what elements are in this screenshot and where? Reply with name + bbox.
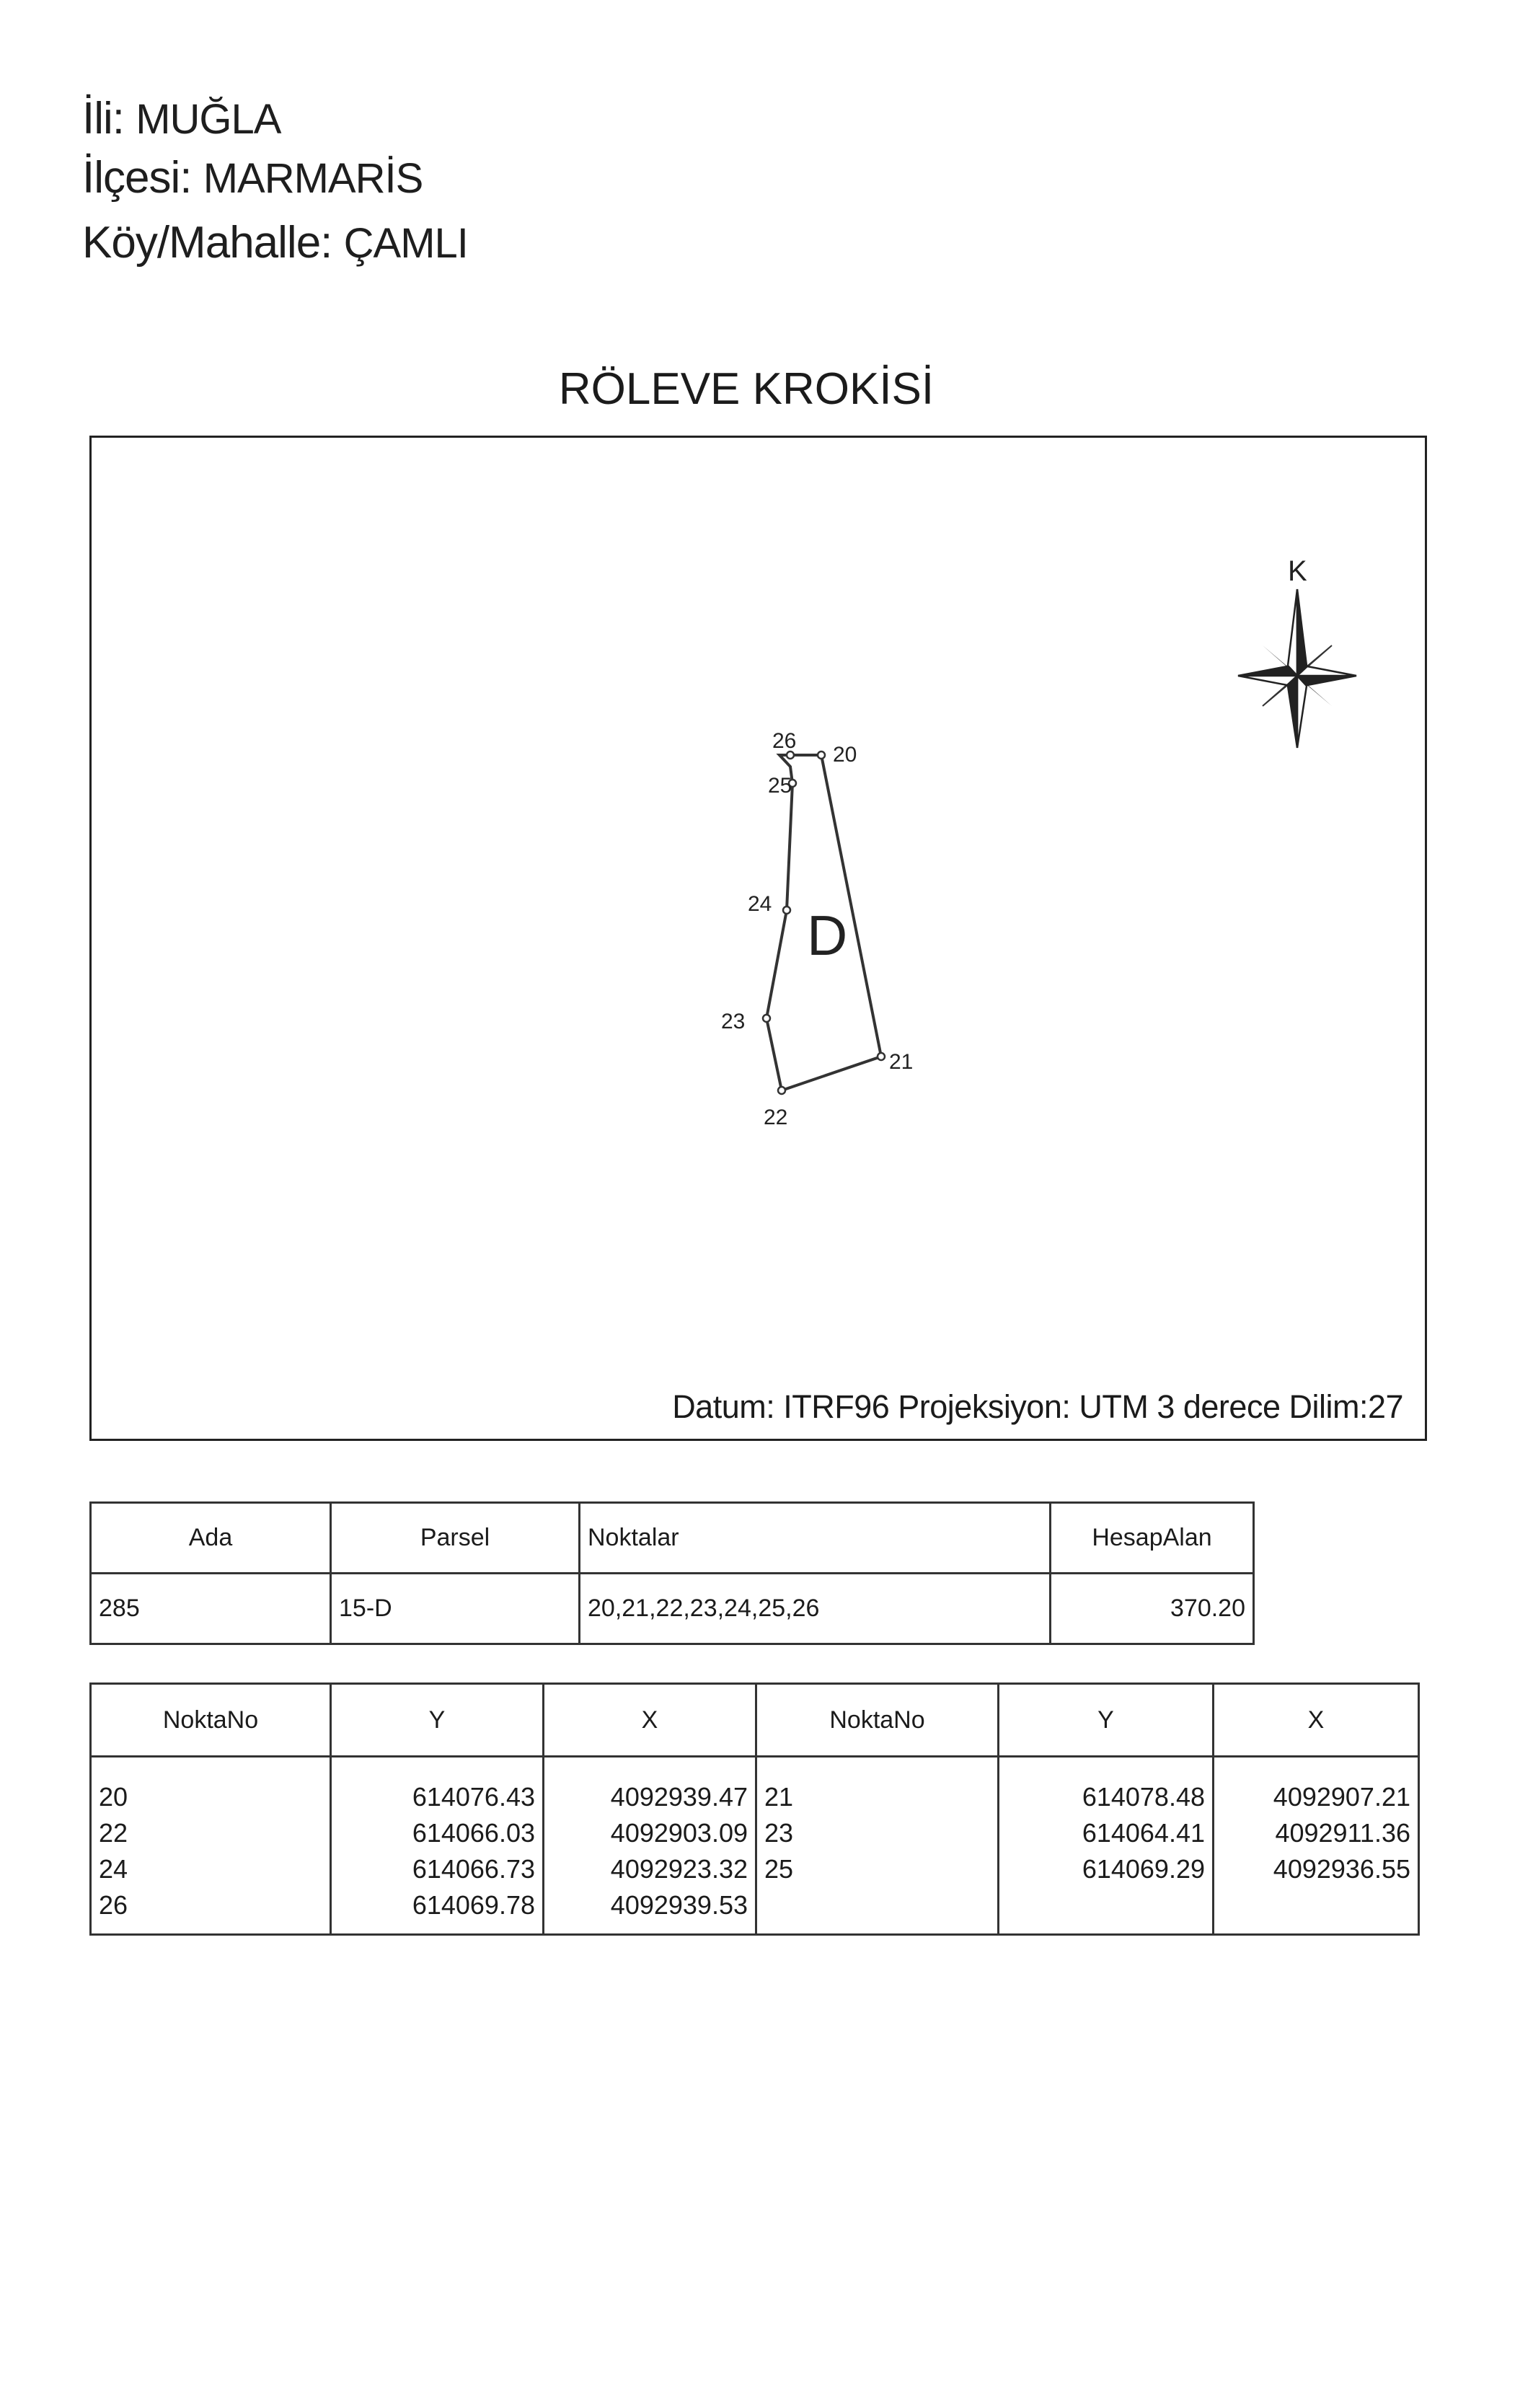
koy-label: Köy/Mahalle: — [82, 218, 332, 268]
cell-hesapalan: 370.20 — [1051, 1574, 1254, 1644]
ilce-label: İlçesi: — [82, 153, 192, 203]
ilce-value: MARMARİS — [203, 155, 423, 202]
cell-parsel: 15-D — [331, 1574, 580, 1644]
y-value: 614066.03 — [412, 1818, 535, 1848]
vertex-23 — [763, 1015, 770, 1022]
parcel-table-header — [91, 1503, 1254, 1574]
point-label-23: 23 — [721, 1010, 746, 1033]
y-value: 614078.48 — [1082, 1782, 1205, 1812]
x-value: 4092936.55 — [1273, 1854, 1410, 1884]
left-y-values — [331, 1757, 544, 1935]
point-no: 23 — [764, 1818, 794, 1848]
point-label-25: 25 — [768, 774, 792, 798]
right-y-values — [999, 1757, 1214, 1935]
point-label-22: 22 — [764, 1106, 788, 1129]
point-label-26: 26 — [772, 729, 797, 753]
survey-sketch — [89, 436, 1427, 1441]
x-value: 4092939.47 — [610, 1782, 748, 1812]
sketch-drawing — [92, 438, 1426, 1440]
y-value: 614069.78 — [412, 1890, 535, 1920]
header-noktalar: Noktalar — [580, 1503, 1051, 1574]
left-point-numbers — [91, 1757, 331, 1935]
vertex-22 — [778, 1087, 785, 1094]
cell-ada: 285 — [91, 1574, 331, 1644]
x-value: 4092939.53 — [610, 1890, 748, 1920]
point-no: 22 — [99, 1818, 128, 1848]
header-noktano-right: NoktaNo — [756, 1684, 999, 1757]
point-label-20: 20 — [833, 743, 857, 767]
il-line — [82, 94, 281, 144]
x-value: 4092907.21 — [1273, 1782, 1410, 1812]
parcel-label: D — [807, 904, 848, 967]
vertex-21 — [878, 1053, 885, 1060]
right-point-numbers — [756, 1757, 999, 1935]
right-x-values — [1214, 1757, 1419, 1935]
page-title: RÖLEVE KROKİSİ — [558, 364, 935, 414]
header-y-left: Y — [331, 1684, 544, 1757]
y-value: 614069.29 — [1082, 1854, 1205, 1884]
header-parsel: Parsel — [331, 1503, 580, 1574]
point-label-24: 24 — [748, 892, 772, 916]
x-value: 4092903.09 — [610, 1818, 748, 1848]
header-x-left: X — [544, 1684, 756, 1757]
parcel-table — [89, 1501, 1255, 1645]
vertex-20 — [818, 751, 825, 759]
coordinate-table — [89, 1682, 1420, 1936]
il-label: İli: — [82, 94, 124, 144]
y-value: 614064.41 — [1082, 1818, 1205, 1848]
point-no: 25 — [764, 1854, 794, 1884]
left-x-values — [544, 1757, 756, 1935]
ilce-line — [82, 153, 423, 203]
header-noktano-left: NoktaNo — [91, 1684, 331, 1757]
koy-line — [82, 218, 468, 268]
coordinate-table-header — [91, 1684, 1419, 1757]
x-value: 4092923.32 — [610, 1854, 748, 1884]
point-no: 20 — [99, 1782, 128, 1812]
point-no: 21 — [764, 1782, 794, 1812]
header-hesapalan: HesapAlan — [1051, 1503, 1254, 1574]
datum-note: Datum: ITRF96 Projeksiyon: UTM 3 derece Dilim:27 — [672, 1388, 1403, 1425]
x-value: 4092911.36 — [1275, 1818, 1410, 1848]
y-value: 614076.43 — [412, 1782, 535, 1812]
cell-noktalar: 20,21,22,23,24,25,26 — [580, 1574, 1051, 1644]
y-value: 614066.73 — [412, 1854, 535, 1884]
point-no: 24 — [99, 1854, 128, 1884]
point-no: 26 — [99, 1890, 128, 1920]
table-row — [91, 1757, 1419, 1935]
header-y-right: Y — [999, 1684, 1214, 1757]
header-ada: Ada — [91, 1503, 331, 1574]
koy-value: ÇAMLI — [343, 220, 468, 267]
north-arrow-icon — [1238, 555, 1356, 748]
point-label-21: 21 — [889, 1050, 914, 1074]
north-label: K — [1288, 555, 1307, 587]
header-x-right: X — [1214, 1684, 1419, 1757]
vertex-24 — [783, 907, 790, 914]
table-row — [91, 1574, 1254, 1644]
il-value: MUĞLA — [136, 96, 281, 143]
